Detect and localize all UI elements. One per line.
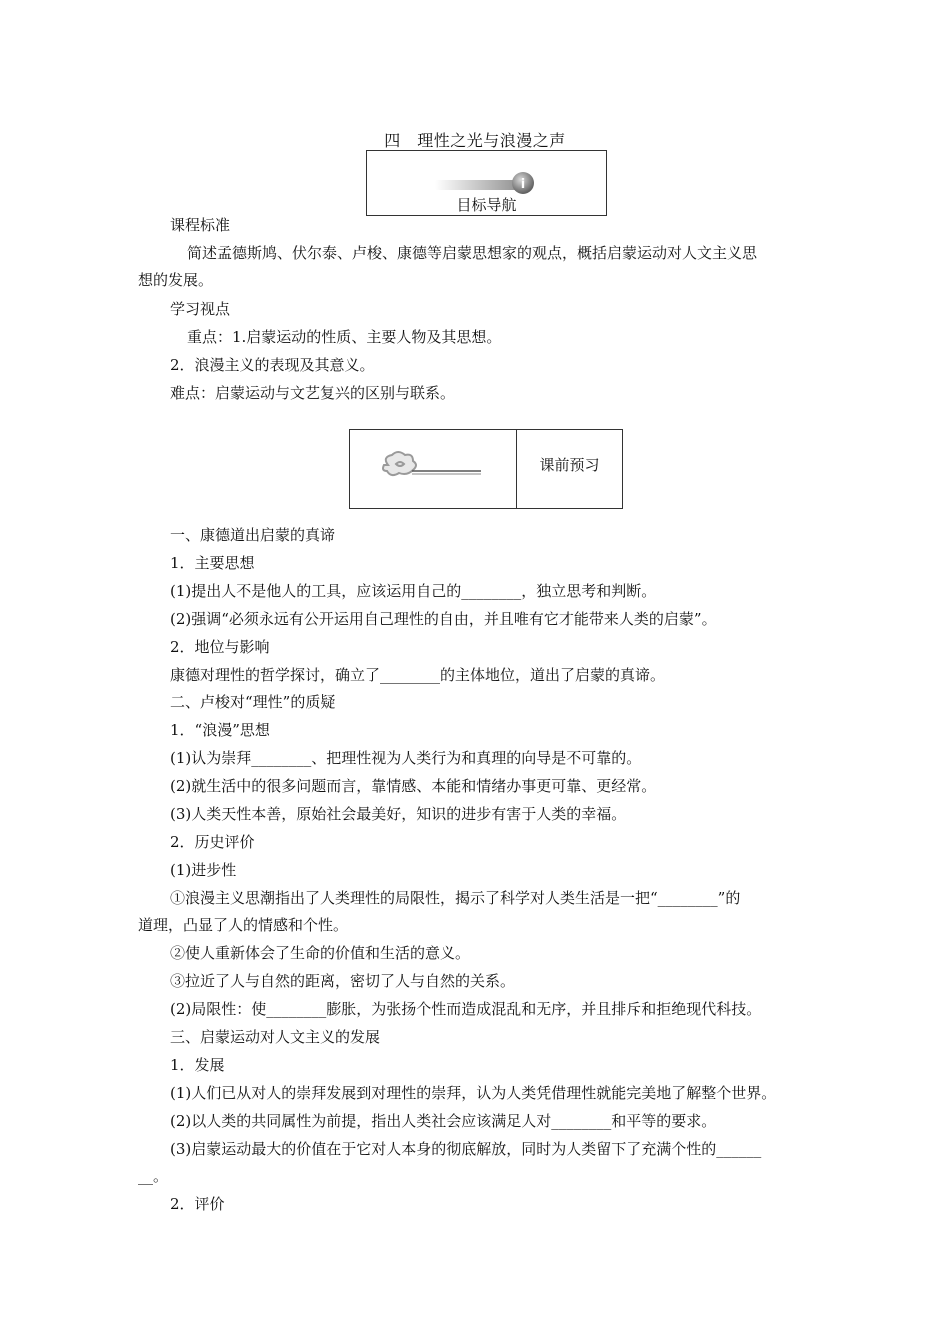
text-line: 康德对理性的哲学探讨，确立了________的主体地位，道出了启蒙的真谛。 [170,666,666,684]
text-line: 想的发展。 [138,271,214,289]
text-line: (2)局限性：使________膨胀，为张扬个性而造成混乱和无序，并且排斥和拒绝现代科技。 [170,1000,762,1018]
text-line: (3)启蒙运动最大的价值在于它对人本身的彻底解放，同时为人类留下了充满个性的______ [170,1140,762,1158]
text-line: 2．地位与影响 [170,638,270,656]
text-line: 难点：启蒙运动与文艺复兴的区别与联系。 [170,384,456,402]
text-line: (2)强调“必须永远有公开运用自己理性的自由，并且唯有它才能带来人类的启蒙”。 [170,610,717,628]
text-line: (1)人们已从对人的崇拜发展到对理性的崇拜，认为人类凭借理性就能完美地了解整个世界。 [170,1084,777,1102]
text-line: ③拉近了人与自然的距离，密切了人与自然的关系。 [170,972,516,990]
text-line: 2．历史评价 [170,833,255,851]
text-line: ②使人重新体会了生命的价值和生活的意义。 [170,944,471,962]
text-line: (2)就生活中的很多问题而言，靠情感、本能和情绪办事更可靠、更经常。 [170,777,657,795]
text-line: ①浪漫主义思潮指出了人类理性的局限性，揭示了科学对人类生活是一把“________”的 [170,889,741,907]
text-line: 三、启蒙运动对人文主义的发展 [170,1028,381,1046]
text-line: (1)提出人不是他人的工具，应该运用自己的________，独立思考和判断。 [170,582,657,600]
text-line: (1)认为崇拜________、把理性视为人类行为和真理的向导是不可靠的。 [170,749,642,767]
text-line: 1．主要思想 [170,554,255,572]
preview-label: 课前预习 [539,456,600,474]
cloud-icon [350,430,516,510]
text-line: 2．浪漫主义的表现及其意义。 [170,356,375,374]
preview-banner [349,429,623,509]
target-navigation-banner [366,150,607,216]
page-title: 四 理性之光与浪漫之声 [384,131,566,150]
svg-text:i: i [520,177,526,192]
text-line: 二、卢梭对“理性”的质疑 [170,693,336,711]
text-line: 1．发展 [170,1056,225,1074]
text-line: 一、康德道出启蒙的真谛 [170,526,336,544]
text-line: 1．“浪漫”思想 [170,721,270,739]
text-line: (1)进步性 [170,861,237,879]
text-line: __。 [138,1167,169,1185]
text-line: 简述孟德斯鸠、伏尔泰、卢梭、康德等启蒙思想家的观点，概括启蒙运动对人文主义思 [187,244,758,262]
text-line: (2)以人类的共同属性为前提，指出人类社会应该满足人对________和平等的要求。 [170,1112,717,1130]
text-line: 课程标准 [170,216,231,234]
text-line: 2．评价 [170,1195,225,1213]
text-line: 道理，凸显了人的情感和个性。 [138,916,349,934]
text-line: (3)人类天性本善，原始社会最美好，知识的进步有害于人类的幸福。 [170,805,627,823]
text-line: 学习视点 [170,300,231,318]
target-navigation-label: 目标导航 [456,196,517,214]
text-line: 重点：1.启蒙运动的性质、主要人物及其思想。 [187,328,502,346]
